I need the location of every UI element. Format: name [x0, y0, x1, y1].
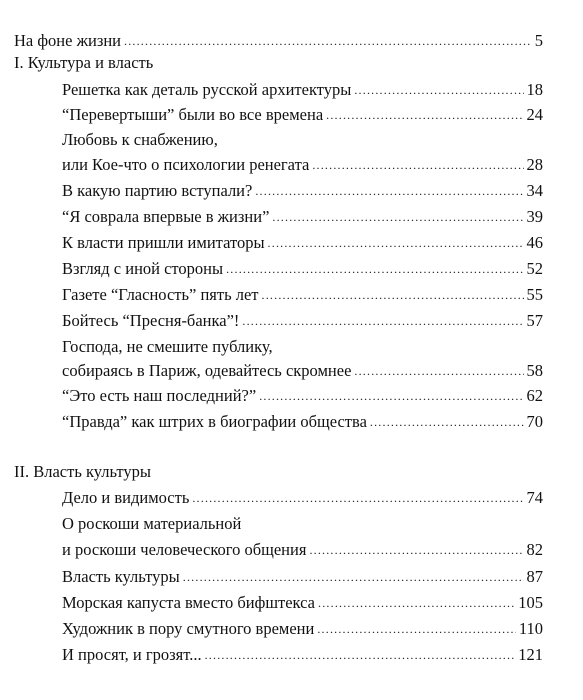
toc-entry-page: 62 [526, 386, 543, 405]
toc-entry-title: “Перевертыши” были во все времена [62, 105, 324, 124]
toc-entry-first-line [62, 336, 543, 358]
dot-leader [259, 385, 523, 407]
dot-leader [268, 232, 524, 254]
toc-entry [62, 566, 543, 589]
toc-entry-page: 39 [526, 207, 543, 226]
toc-entry-page: 52 [526, 259, 543, 278]
dot-leader [183, 566, 524, 588]
toc-entry-title: На фоне жизни [14, 31, 121, 50]
toc-entry [62, 487, 543, 510]
toc-entry-title-line1: Господа, не смешите публику, [62, 337, 273, 356]
toc-entry-page: 70 [526, 412, 543, 431]
dot-leader [354, 79, 523, 101]
toc-entry [62, 618, 543, 641]
toc-entry-page: 82 [526, 540, 543, 559]
toc-entry-title: Бойтесь “Пресня-банка”! [62, 311, 240, 330]
toc-entry-first-line [62, 129, 543, 151]
toc-entry [62, 154, 543, 177]
dot-leader [205, 644, 516, 666]
section-heading [14, 461, 543, 483]
toc-entry [62, 385, 543, 408]
toc-entry [62, 79, 543, 102]
dot-leader [317, 618, 516, 640]
toc-entry-title: Художник в пору смутного времени [62, 619, 315, 638]
dot-leader [309, 539, 523, 561]
toc-entry-page: 5 [534, 31, 543, 50]
toc-entry-title: “Я соврала впервые в жизни” [62, 207, 270, 226]
toc-entry [62, 104, 543, 127]
dot-leader [255, 180, 523, 202]
toc-entry-page: 58 [526, 361, 543, 380]
toc-entry-title: и роскоши человеческого общения [62, 540, 307, 559]
toc-entry-page: 34 [526, 181, 543, 200]
toc-entry [62, 180, 543, 203]
dot-leader [124, 30, 532, 52]
dot-leader [370, 411, 524, 433]
dot-leader [272, 206, 523, 228]
toc-entry-title: “Правда” как штрих в биографии общества [62, 412, 367, 431]
dot-leader [326, 104, 523, 126]
toc-entry [62, 592, 543, 615]
toc-entry-title-line1: Любовь к снабжению, [62, 130, 218, 149]
toc-entry-page: 18 [526, 80, 543, 99]
toc-entry [62, 310, 543, 333]
dot-leader [226, 258, 523, 280]
toc-entry-page: 87 [526, 567, 543, 586]
dot-leader [242, 310, 523, 332]
toc-entry-title: К власти пришли имитаторы [62, 233, 265, 252]
toc-entry-title: В какую партию вступали? [62, 181, 253, 200]
toc-entry-title: Взгляд с иной стороны [62, 259, 224, 278]
toc-entry [62, 206, 543, 229]
toc-entry [62, 232, 543, 255]
toc-entry-title: Решетка как деталь русской архитектуры [62, 80, 352, 99]
toc-entry-page: 121 [518, 645, 543, 664]
toc-entry-title: собираясь в Париж, одевайтесь скромнее [62, 361, 352, 380]
toc-entry-title: или Кое-что о психологии ренегата [62, 155, 310, 174]
toc-entry-title: Власть культуры [62, 567, 180, 586]
toc-entry-title-line1: О роскоши материальной [62, 514, 242, 533]
toc-entry-page: 28 [526, 155, 543, 174]
toc-entry-page: 57 [526, 311, 543, 330]
toc-entry-page: 46 [526, 233, 543, 252]
toc-entry-title: И просят, и грозят... [62, 645, 202, 664]
toc-entry-page: 55 [526, 285, 543, 304]
section-heading-text: II. Власть культуры [14, 462, 152, 481]
toc-entry-title: Газете “Гласность” пять лет [62, 285, 259, 304]
toc-entry [62, 411, 543, 434]
toc-entry-page: 74 [526, 488, 543, 507]
section-heading [14, 52, 543, 74]
toc-entry-first-line [62, 513, 543, 535]
toc-entry-page: 105 [518, 593, 543, 612]
dot-leader [318, 592, 515, 614]
dot-leader [312, 154, 523, 176]
dot-leader [262, 284, 524, 306]
toc-entry [14, 30, 543, 53]
toc-entry-title: Морская капуста вместо бифштекса [62, 593, 316, 612]
section-heading-text: I. Культура и власть [14, 53, 154, 72]
dot-leader [354, 360, 523, 382]
toc-entry-page: 24 [526, 105, 543, 124]
toc-entry [62, 258, 543, 281]
dot-leader [192, 487, 523, 509]
toc-entry-page: 110 [518, 619, 543, 638]
toc-entry-title: “Это есть наш последний?” [62, 386, 257, 405]
toc-entry [62, 644, 543, 667]
toc-entry-title: Дело и видимость [62, 488, 190, 507]
toc-entry [62, 360, 543, 383]
toc-entry [62, 284, 543, 307]
toc-entry [62, 539, 543, 562]
